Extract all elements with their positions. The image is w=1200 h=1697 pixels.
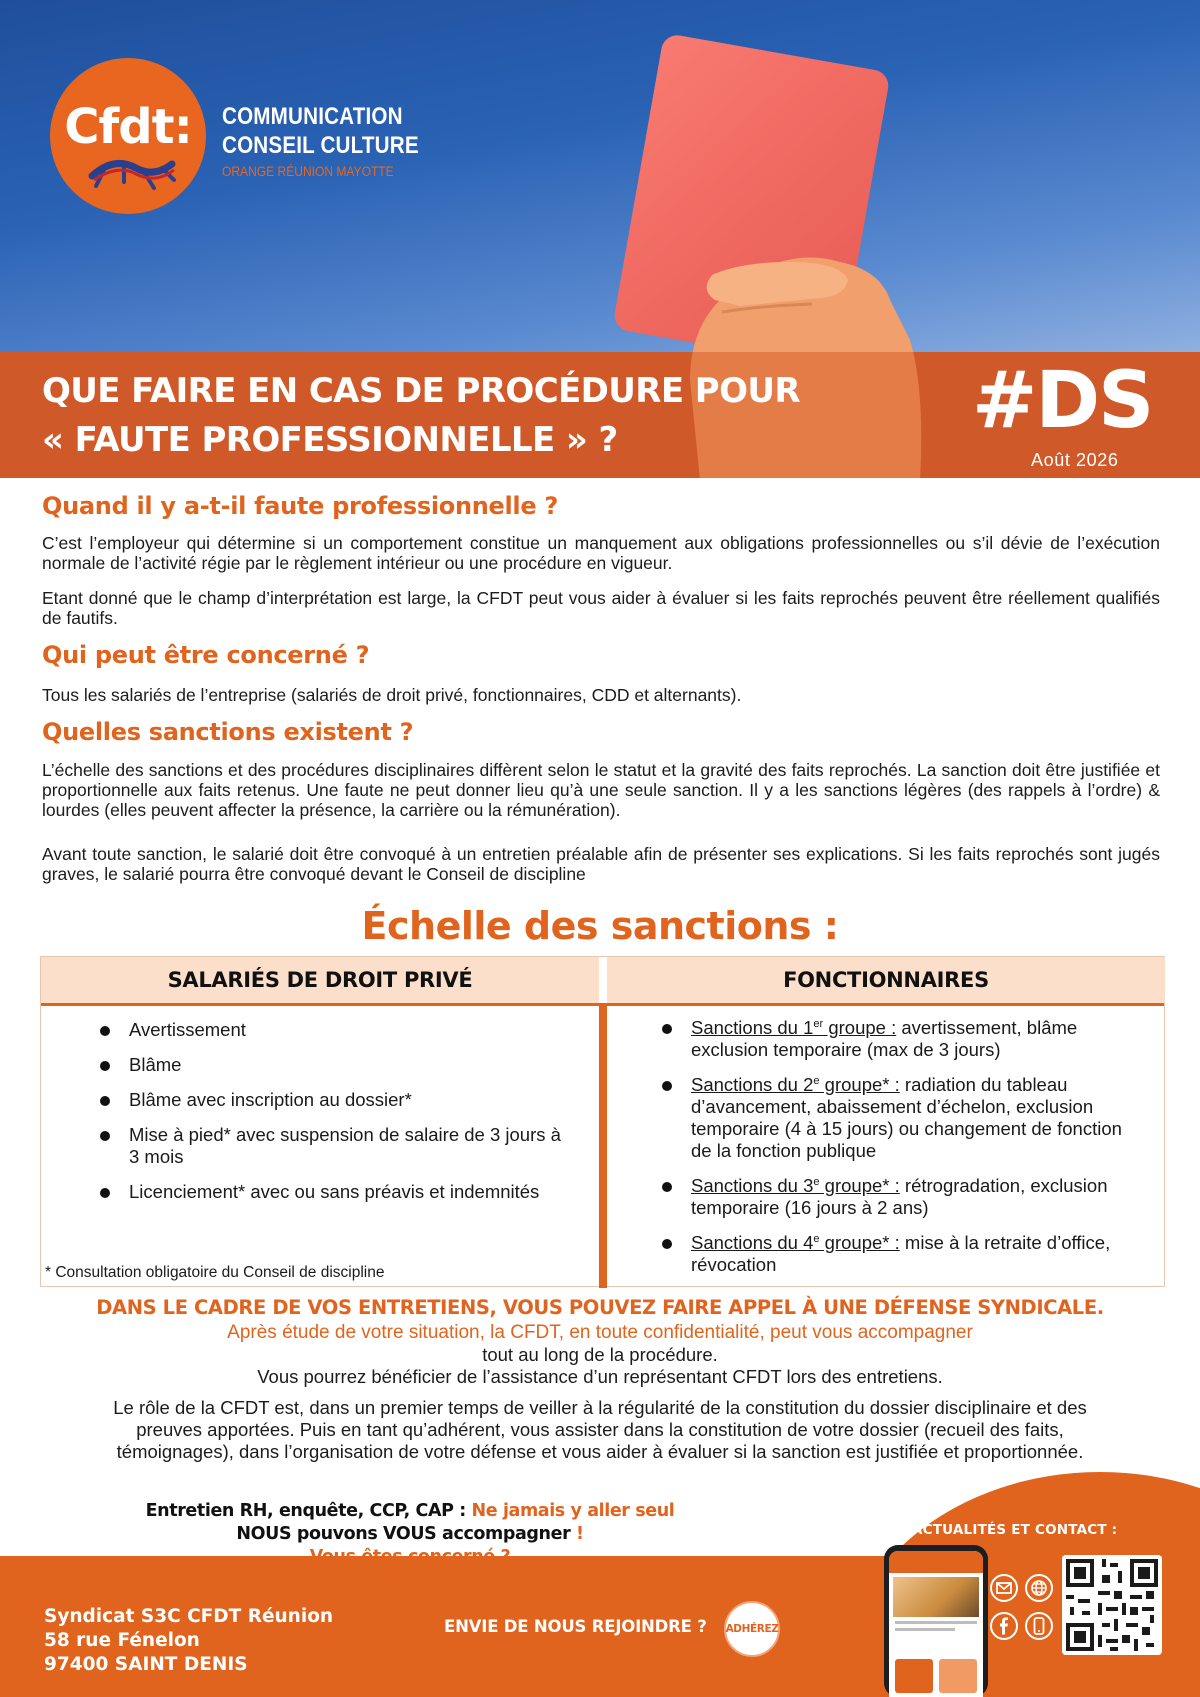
mail-icon[interactable] <box>990 1574 1018 1602</box>
ds-tag: #DS <box>972 356 1153 446</box>
footnote: * Consultation obligatoire du Conseil de discipline <box>45 1264 385 1281</box>
list-item <box>665 1175 1145 1219</box>
cta-line-1b: Ne jamais y aller seul <box>465 1501 675 1521</box>
title-band <box>0 352 1200 478</box>
cfdt-logo <box>50 58 206 214</box>
group-label: Sanctions du 3e groupe* : <box>691 1175 900 1196</box>
gecko-mascot-icon <box>84 146 180 196</box>
join-text: ENVIE DE NOUS REJOINDRE ? <box>444 1617 707 1636</box>
publication-date: Août 2026 <box>1031 450 1119 470</box>
paragraph-when-2: Etant donné que le champ d’interprétation est large, la CFDT peut vous aider à évaluer si les faits reprochés peuvent être réellement qualifiés de fautifs. <box>42 588 1160 628</box>
group-description: avertissement, blâme exclusion temporaire (max de 3 jours) <box>691 1017 1078 1060</box>
address-line-2: 58 rue Fénelon <box>44 1630 200 1651</box>
page-title <box>42 367 922 465</box>
brand-subtitle: ORANGE RÉUNION MAYOTTE <box>222 163 394 179</box>
cta-line-2b: ! <box>570 1524 584 1544</box>
sanctions-table <box>40 956 1165 1287</box>
brand-line-1: COMMUNICATION <box>222 103 403 130</box>
list-item: Blâme <box>103 1054 573 1076</box>
qr-code-icon[interactable] <box>1062 1555 1162 1655</box>
brand-line-2: CONSEIL CULTURE <box>222 132 419 159</box>
list-item <box>665 1017 1145 1061</box>
group-description: rétrogradation, exclusion temporaire (16 jours à 2 ans) <box>691 1175 1108 1218</box>
join-button[interactable]: ADHÉREZ <box>724 1601 780 1657</box>
title-line-1: QUE FAIRE EN CAS DE PROCÉDURE POUR <box>42 371 800 411</box>
cfdt-role-paragraph: Le rôle de la CFDT est, dans un premier temps de veiller à la régularité de la constitution du dossier disciplinaire et des preuves apportées. Puis en tant qu’adhérent, vous assister dans la constitution de votre dossier (recueil des faits, témoignages), dans l’organisation de votre défense et vous aider à évaluer si la sanction est justifiée et proportionnée. <box>113 1397 1087 1462</box>
paragraph-sanctions-2: Avant toute sanction, le salarié doit être convoqué à un entretien préalable afin de présenter ses explications. Si les faits reprochés sont jugés graves, le salarié pourra être convoqué devant le Conseil de discipline <box>42 844 1160 884</box>
paragraph-sanctions-1: L’échelle des sanctions et des procédures disciplinaires diffèrent selon le statut et la gravité des faits reprochés. La sanction doit être justifiée et proportionnelle aux faits retenus. Une faute ne peut donner lieu qu’à une seule sanction. Il y a les sanctions légères (des rappels à l’ordre) & lourdes (elles peuvent affecter la présence, la carrière ou la rémunération). <box>42 760 1160 820</box>
contact-title: ACTUALITÉS ET CONTACT : <box>912 1522 1118 1538</box>
app-phone-mockup <box>884 1545 988 1697</box>
hero-banner <box>0 0 1200 352</box>
table-header-private: SALARIÉS DE DROIT PRIVÉ <box>41 957 599 1003</box>
table-column-divider <box>599 957 607 1288</box>
facebook-icon[interactable] <box>990 1612 1018 1640</box>
section-title-when: Quand il y a-t-il faute professionnelle ? <box>42 492 559 520</box>
globe-icon[interactable] <box>1025 1574 1053 1602</box>
address-line-3: 97400 SAINT DENIS <box>44 1654 248 1675</box>
paragraph-who: Tous les salariés de l’entreprise (salariés de droit privé, fonctionnaires, CDD et alternants). <box>42 685 742 705</box>
list-item: Blâme avec inscription au dossier* <box>103 1089 573 1111</box>
list-item <box>665 1232 1145 1276</box>
list-item: Mise à pied* avec suspension de salaire de 3 jours à 3 mois <box>103 1124 573 1168</box>
list-item: Licenciement* avec ou sans préavis et indemnités <box>103 1181 573 1203</box>
group-description: mise à la retraite d’office, révocation <box>691 1232 1111 1275</box>
table-header-civil-servants: FONCTIONNAIRES <box>607 957 1165 1003</box>
union-address <box>44 1605 333 1677</box>
defense-title: DANS LE CADRE DE VOS ENTRETIENS, VOUS POUVEZ FAIRE APPEL À UNE DÉFENSE SYNDICALE. <box>96 1296 1104 1319</box>
defense-line-3: Vous pourrez bénéficier de l’assistance d’un représentant CFDT lors des entretiens. <box>257 1366 943 1387</box>
section-title-sanctions: Quelles sanctions existent ? <box>42 718 414 746</box>
title-line-2: « FAUTE PROFESSIONNELLE » ? <box>42 420 618 460</box>
logo-text: Cfdt: <box>64 99 192 155</box>
defense-subtitle: Après étude de votre situation, la CFDT, en toute confidentialité, peut vous accompagner <box>227 1322 973 1343</box>
list-item <box>665 1074 1145 1162</box>
scale-title: Échelle des sanctions : <box>361 904 839 948</box>
group-description: radiation du tableau d’avancement, abaissement d’échelon, exclusion temporaire (4 à 15 jours) ou changement de fonction de la fonction publique <box>691 1074 1122 1161</box>
address-line-1: Syndicat S3C CFDT Réunion <box>44 1606 334 1627</box>
phone-icon[interactable] <box>1025 1612 1053 1640</box>
cta-line-2a: NOUS pouvons VOUS accompagner <box>236 1524 571 1544</box>
civil-servant-sanctions-list <box>665 1017 1145 1289</box>
defense-line-2: tout au long de la procédure. <box>482 1344 718 1365</box>
private-sanctions-list <box>103 1019 573 1216</box>
group-label: Sanctions du 2e groupe* : <box>691 1074 900 1095</box>
group-label: Sanctions du 4e groupe* : <box>691 1232 900 1253</box>
paragraph-when-1: C’est l’employeur qui détermine si un comportement constitue un manquement aux obligations professionnelles ou s’il dévie de l’exécution normale de l’activité régie par le règlement intérieur ou une procédure en vigueur. <box>42 533 1160 573</box>
brand-block <box>222 102 451 179</box>
group-label: Sanctions du 1er groupe : <box>691 1017 897 1038</box>
list-item: Avertissement <box>103 1019 573 1041</box>
section-title-who: Qui peut être concerné ? <box>42 641 370 669</box>
cta-line-1a: Entretien RH, enquête, CCP, CAP : <box>145 1501 466 1521</box>
